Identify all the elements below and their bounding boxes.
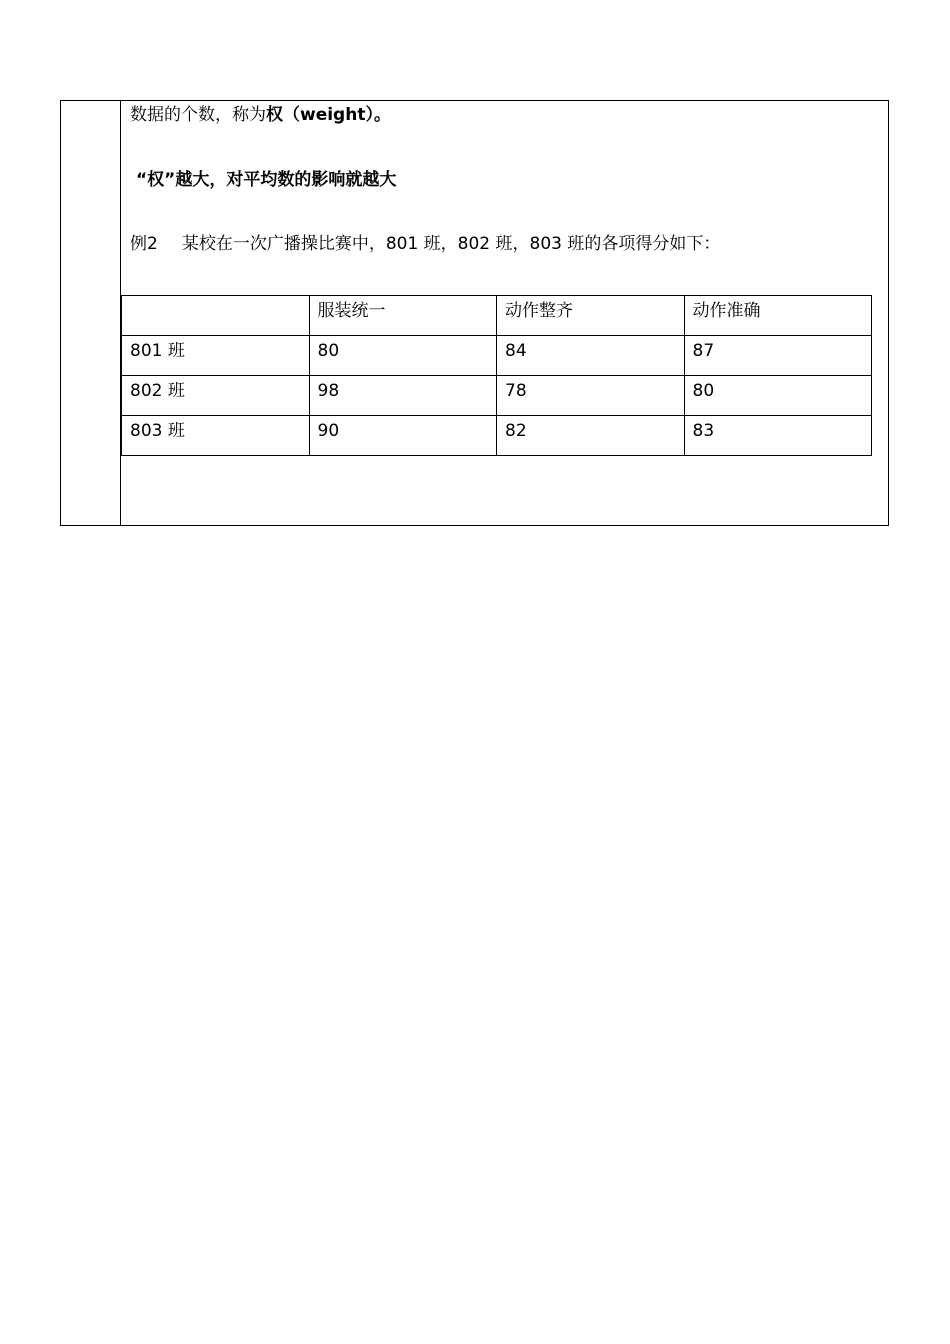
score-table [121,295,872,456]
weight-statement: “权”越大，对平均数的影响就越大 [136,170,397,190]
table-cell: 90 [309,416,497,456]
table-header-cell: 动作整齐 [497,296,685,336]
table-row [122,336,872,376]
table-cell: 84 [497,336,685,376]
weight-term: 权（weight）。 [266,105,391,125]
table-cell: 78 [497,376,685,416]
table-header-row [122,296,872,336]
document-frame [60,100,889,526]
table-header-cell: 动作准确 [684,296,872,336]
table-row [122,376,872,416]
table-header-cell: 服装统一 [309,296,497,336]
table-cell: 82 [497,416,685,456]
table-header-cell [122,296,310,336]
table-cell: 80 [309,336,497,376]
table-cell: 803 班 [122,416,310,456]
table-row [122,416,872,456]
table-cell: 83 [684,416,872,456]
definition-line [130,103,391,127]
table-cell: 802 班 [122,376,310,416]
definition-text: 数据的个数，称为 [130,105,266,125]
example-label: 例2 [130,234,158,254]
table-cell: 80 [684,376,872,416]
table-cell: 87 [684,336,872,376]
table-cell: 801 班 [122,336,310,376]
table-cell: 98 [309,376,497,416]
example-line [130,232,720,256]
example-text: 某校在一次广播操比赛中，801 班，802 班，803 班的各项得分如下： [181,234,721,254]
